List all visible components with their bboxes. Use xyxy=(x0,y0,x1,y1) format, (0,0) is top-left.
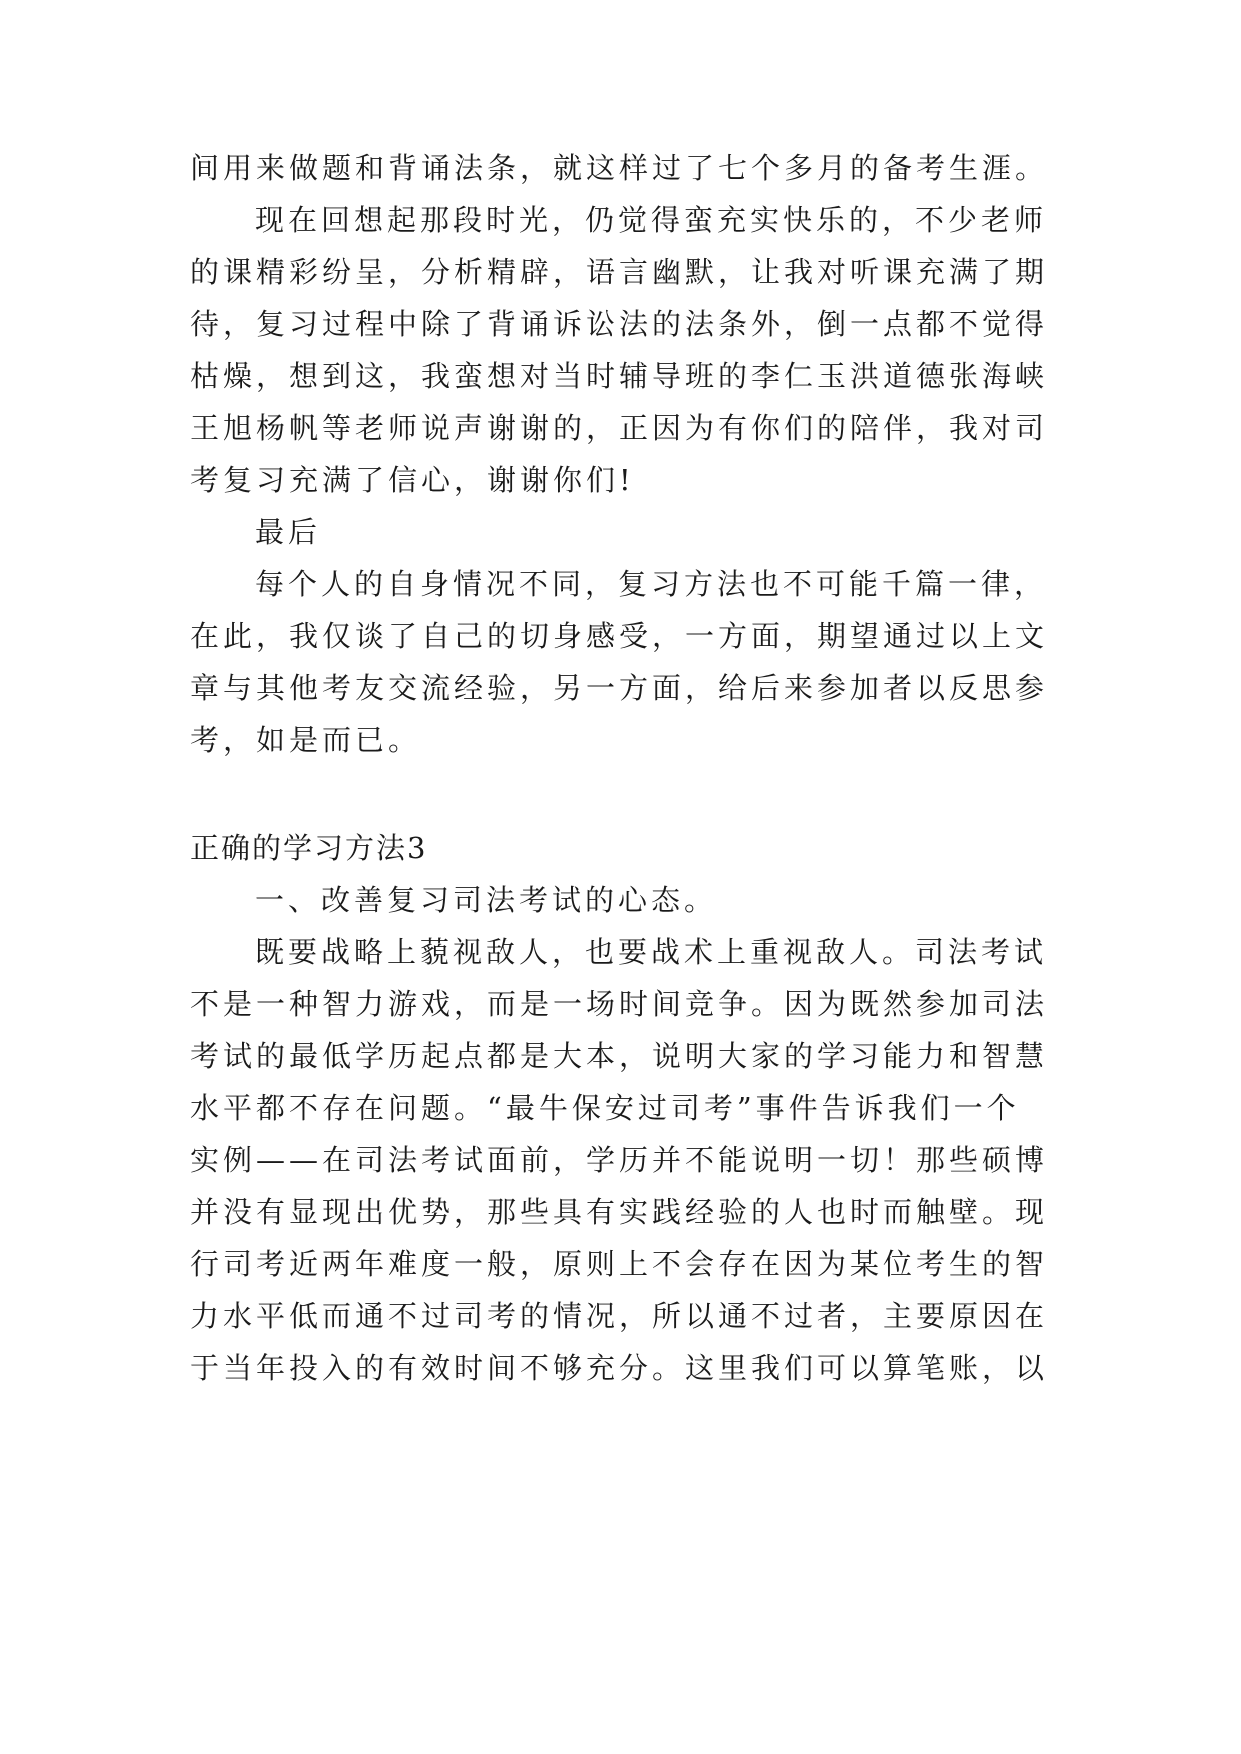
paragraph-line: 现在回想起那段时光，仍觉得蛮充实快乐的，不少老师 xyxy=(255,203,1048,237)
paragraph-line: 枯燥，想到这，我蛮想对当时辅导班的李仁玉洪道德张海峡 xyxy=(190,359,1049,393)
paragraph-line: 考试的最低学历起点都是大本，说明大家的学习能力和智慧 xyxy=(190,1039,1049,1073)
paragraph-line: 间用来做题和背诵法条，就这样过了七个多月的备考生涯。 xyxy=(190,151,1049,185)
subheading: 最后 xyxy=(255,515,322,549)
paragraph-line: 考复习充满了信心，谢谢你们! xyxy=(190,463,635,497)
paragraph-line: 不是一种智力游戏，而是一场时间竞争。因为既然参加司法 xyxy=(190,987,1049,1021)
paragraph-line: 行司考近两年难度一般，原则上不会存在因为某位考生的智 xyxy=(190,1247,1049,1281)
paragraph-line: 并没有显现出优势，那些具有实践经验的人也时而触壁。现 xyxy=(190,1195,1049,1229)
paragraph-line: 实例——在司法考试面前，学历并不能说明一切！那些硕博 xyxy=(190,1143,1049,1177)
paragraph-line: 水平都不存在问题。“最牛保安过司考”事件告诉我们一个 xyxy=(190,1091,1020,1125)
paragraph-line: 考，如是而已。 xyxy=(190,723,422,757)
paragraph-line: 于当年投入的有效时间不够充分。这里我们可以算笔账，以 xyxy=(190,1351,1049,1385)
paragraph-line: 既要战略上藐视敌人，也要战术上重视敌人。司法考试 xyxy=(255,935,1048,969)
paragraph-line: 章与其他考友交流经验，另一方面，给后来参加者以反思参 xyxy=(190,671,1049,705)
paragraph-line: 的课精彩纷呈，分析精辟，语言幽默，让我对听课充满了期 xyxy=(190,255,1049,289)
subheading: 一、改善复习司法考试的心态。 xyxy=(255,883,718,917)
section-title: 正确的学习方法3 xyxy=(190,831,428,865)
paragraph-line: 王旭杨帆等老师说声谢谢的，正因为有你们的陪伴，我对司 xyxy=(190,411,1049,445)
paragraph-line: 在此，我仅谈了自己的切身感受，一方面，期望通过以上文 xyxy=(190,619,1049,653)
paragraph-line: 每个人的自身情况不同，复习方法也不可能千篇一律， xyxy=(255,567,1048,601)
paragraph-line: 待，复习过程中除了背诵诉讼法的法条外，倒一点都不觉得 xyxy=(190,307,1049,341)
paragraph-line: 力水平低而通不过司考的情况，所以通不过者，主要原因在 xyxy=(190,1299,1049,1333)
